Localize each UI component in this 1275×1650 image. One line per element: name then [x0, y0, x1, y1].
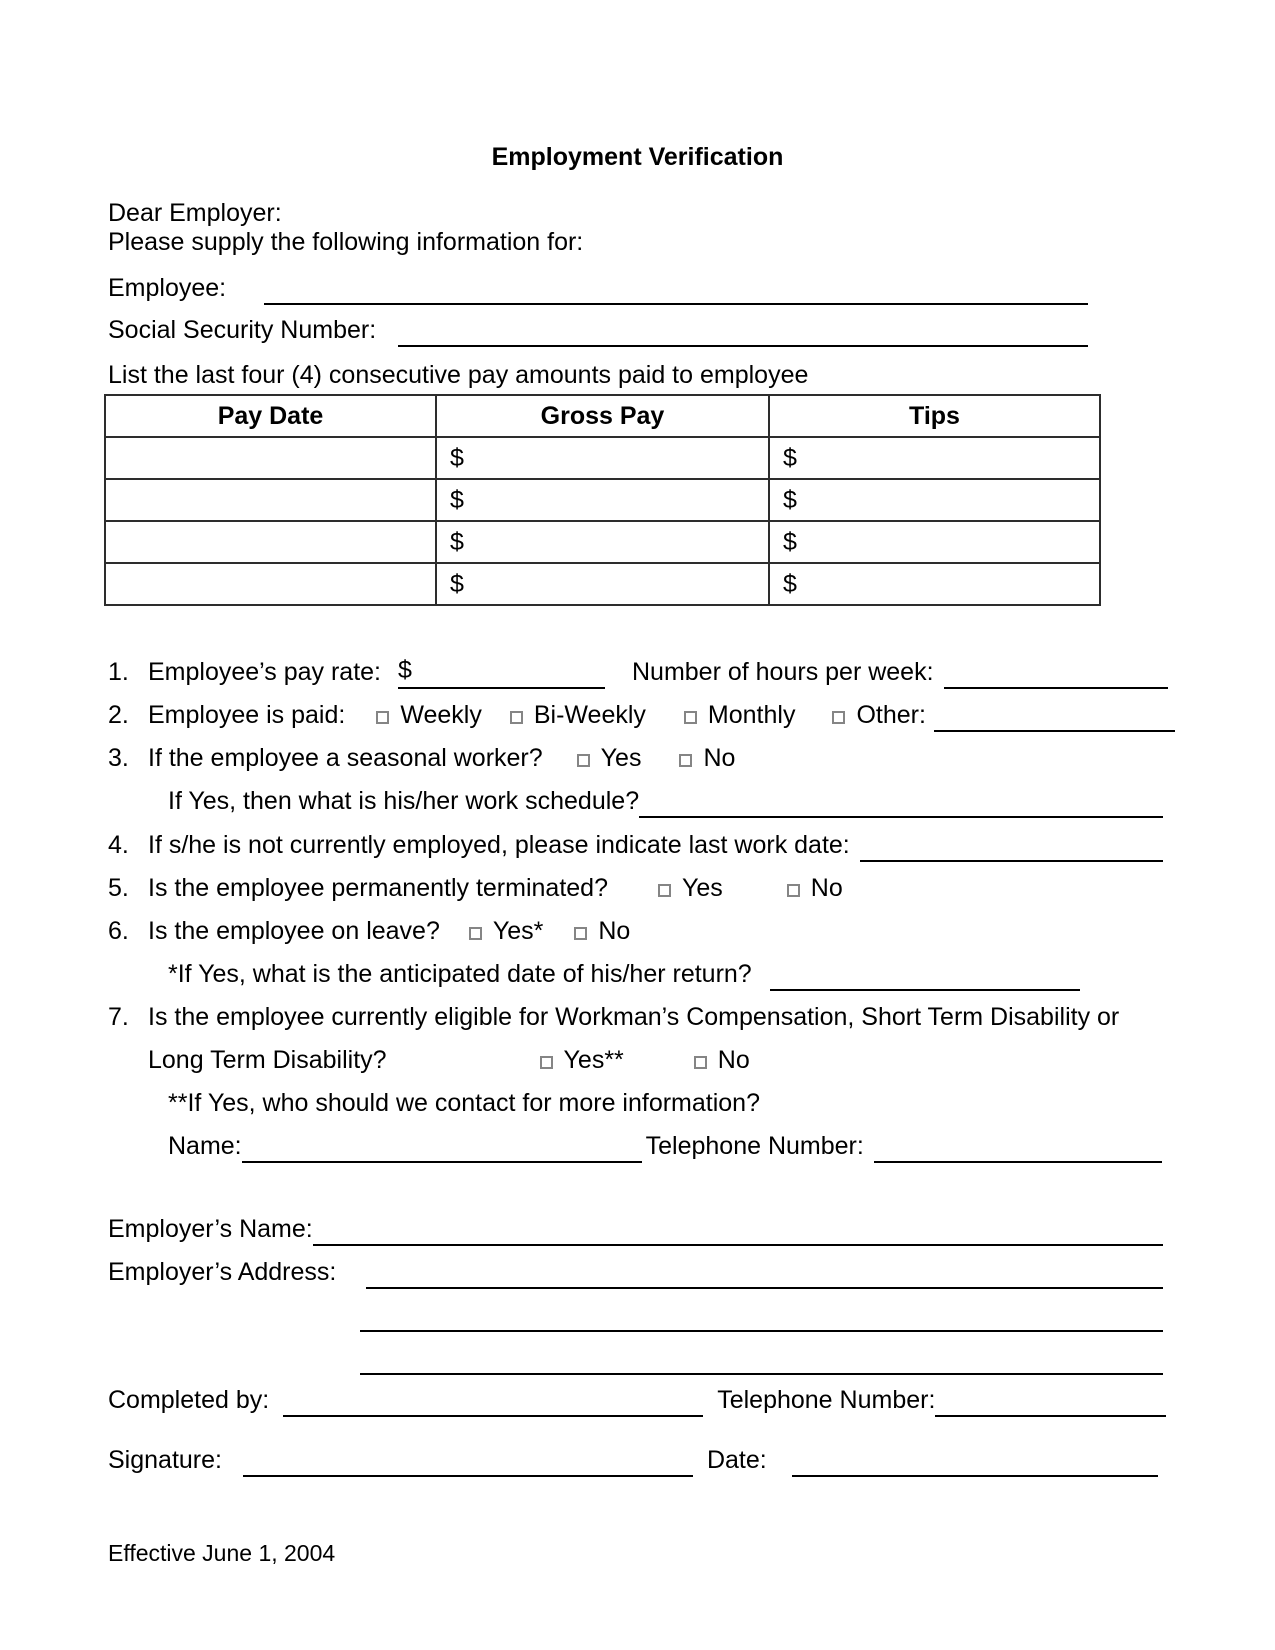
employer-address-blank-1[interactable]: [366, 1255, 1163, 1289]
question-3-row: [108, 741, 1168, 775]
contact-name-row: [168, 1129, 1162, 1163]
contact-phone-label: Telephone Number:: [645, 1132, 864, 1160]
employer-address-row-3: [360, 1341, 1163, 1375]
question-7-line2-row: [148, 1043, 1168, 1077]
pay-date-cell[interactable]: [105, 521, 436, 563]
question-number: 2.: [108, 701, 129, 729]
question-2-row: [108, 698, 1175, 732]
contact-name-blank[interactable]: [242, 1129, 642, 1163]
table-row: [105, 437, 1100, 479]
pay-table-header-row: [105, 395, 1100, 437]
checkbox-leave-yes[interactable]: [469, 927, 482, 940]
question-4-row: [108, 828, 1163, 862]
no-label: No: [810, 874, 843, 902]
contact-info-label: **If Yes, who should we contact for more information?: [168, 1089, 760, 1117]
employee-row: [108, 271, 1088, 305]
instruction-text: Please supply the following information for:: [108, 228, 584, 256]
question-5-row: [108, 871, 1168, 905]
checkbox-monthly[interactable]: [684, 711, 697, 724]
on-leave-label: Is the employee on leave?: [148, 917, 440, 945]
question-number: 6.: [108, 917, 129, 945]
no-label: No: [703, 744, 736, 772]
employer-name-blank[interactable]: [313, 1212, 1163, 1246]
other-label: Other:: [856, 701, 926, 729]
monthly-label: Monthly: [707, 701, 796, 729]
weekly-label: Weekly: [400, 701, 482, 729]
completed-by-label: Completed by:: [108, 1386, 270, 1414]
date-label: Date:: [706, 1446, 767, 1474]
no-label: No: [717, 1046, 750, 1074]
question-6-row: [108, 914, 1168, 948]
yes-double-asterisk-label: Yes**: [563, 1046, 624, 1074]
terminated-label: Is the employee permanently terminated?: [148, 874, 608, 902]
pay-date-header: Pay Date: [105, 395, 436, 437]
tips-cell[interactable]: $: [769, 479, 1100, 521]
checkbox-eligible-no[interactable]: [694, 1056, 707, 1069]
eligibility-label-line1: Is the employee currently eligible for Workman’s Compensation, Short Term Disability or: [148, 1003, 1120, 1031]
checkbox-seasonal-no[interactable]: [679, 754, 692, 767]
contact-name-label: Name:: [168, 1132, 242, 1160]
pay-rate-blank[interactable]: [398, 653, 605, 689]
date-blank[interactable]: [792, 1443, 1158, 1477]
employer-address-blank-3[interactable]: [360, 1341, 1163, 1375]
table-row: [105, 563, 1100, 605]
question-number: 4.: [108, 831, 129, 859]
dollar-sign: $: [398, 656, 412, 684]
table-row: [105, 521, 1100, 563]
question-number: 3.: [108, 744, 129, 772]
signature-row: [108, 1443, 1158, 1477]
no-label: No: [598, 917, 631, 945]
tips-cell[interactable]: $: [769, 437, 1100, 479]
employer-address-row-2: [360, 1298, 1163, 1332]
pay-date-cell[interactable]: [105, 563, 436, 605]
yes-asterisk-label: Yes*: [492, 917, 544, 945]
checkbox-terminated-yes[interactable]: [658, 884, 671, 897]
employer-address-row: [108, 1255, 1163, 1289]
table-row: [105, 479, 1100, 521]
return-date-blank[interactable]: [770, 957, 1080, 991]
ssn-blank[interactable]: [398, 313, 1088, 347]
question-number: 1.: [108, 658, 129, 686]
question-7-row: [108, 1000, 1168, 1034]
completed-by-blank[interactable]: [283, 1383, 703, 1417]
paid-frequency-label: Employee is paid:: [148, 701, 346, 729]
checkbox-seasonal-yes[interactable]: [577, 754, 590, 767]
completed-by-row: [108, 1383, 1166, 1417]
pay-rate-label: Employee’s pay rate:: [148, 658, 381, 686]
pay-date-cell[interactable]: [105, 479, 436, 521]
checkbox-eligible-yes[interactable]: [540, 1056, 553, 1069]
employer-name-row: [108, 1212, 1163, 1246]
gross-pay-cell[interactable]: $: [436, 563, 769, 605]
employee-label: Employee:: [108, 274, 227, 302]
signature-label: Signature:: [108, 1446, 222, 1474]
hours-per-week-label: Number of hours per week:: [632, 658, 934, 686]
seasonal-worker-label: If the employee a seasonal worker?: [148, 744, 543, 772]
eligibility-label-line2: Long Term Disability?: [148, 1046, 387, 1074]
question-number: 5.: [108, 874, 129, 902]
page-title: Employment Verification: [491, 143, 784, 171]
ssn-label: Social Security Number:: [108, 316, 377, 344]
question-1-row: [108, 655, 1168, 689]
last-work-date-label: If s/he is not currently employed, please indicate last work date:: [148, 831, 850, 859]
question-number: 7.: [108, 1003, 129, 1031]
tips-cell[interactable]: $: [769, 563, 1100, 605]
telephone-number-blank[interactable]: [935, 1383, 1166, 1417]
employer-name-label: Employer’s Name:: [108, 1215, 313, 1243]
instruction-row: [108, 225, 1168, 259]
table-caption: List the last four (4) consecutive pay amounts paid to employee: [108, 361, 809, 389]
last-work-date-blank[interactable]: [860, 828, 1163, 862]
signature-blank[interactable]: [243, 1443, 693, 1477]
tips-cell[interactable]: $: [769, 521, 1100, 563]
work-schedule-label: If Yes, then what is his/her work schedule?: [168, 787, 640, 815]
salutation: Dear Employer:: [108, 199, 282, 227]
work-schedule-blank[interactable]: [639, 784, 1163, 818]
question-6-followup-row: [168, 957, 1168, 991]
checkbox-other[interactable]: [832, 711, 845, 724]
employee-name-blank[interactable]: [264, 271, 1088, 305]
contact-phone-blank[interactable]: [874, 1129, 1162, 1163]
hours-per-week-blank[interactable]: [944, 655, 1168, 689]
telephone-number-label: Telephone Number:: [717, 1386, 936, 1414]
question-7-followup-row: [168, 1086, 1168, 1120]
gross-pay-cell[interactable]: $: [436, 521, 769, 563]
pay-table: [104, 394, 1101, 606]
employer-address-blank-2[interactable]: [360, 1298, 1163, 1332]
pay-date-cell[interactable]: [105, 437, 436, 479]
gross-pay-header: Gross Pay: [436, 395, 769, 437]
gross-pay-cell[interactable]: $: [436, 479, 769, 521]
gross-pay-cell[interactable]: $: [436, 437, 769, 479]
checkbox-weekly[interactable]: [376, 711, 389, 724]
employer-address-label: Employer’s Address:: [108, 1258, 337, 1286]
checkbox-biweekly[interactable]: [510, 711, 523, 724]
biweekly-label: Bi-Weekly: [533, 701, 646, 729]
ssn-row: [108, 313, 1088, 347]
question-3-followup-row: [168, 784, 1163, 818]
other-blank[interactable]: [934, 698, 1175, 732]
checkbox-leave-no[interactable]: [574, 927, 587, 940]
tips-header: Tips: [769, 395, 1100, 437]
yes-label: Yes: [600, 744, 642, 772]
return-date-label: *If Yes, what is the anticipated date of his/her return?: [168, 960, 752, 988]
table-caption-row: [108, 358, 1168, 392]
yes-label: Yes: [681, 874, 723, 902]
effective-date: Effective June 1, 2004: [108, 1540, 336, 1566]
checkbox-terminated-no[interactable]: [787, 884, 800, 897]
